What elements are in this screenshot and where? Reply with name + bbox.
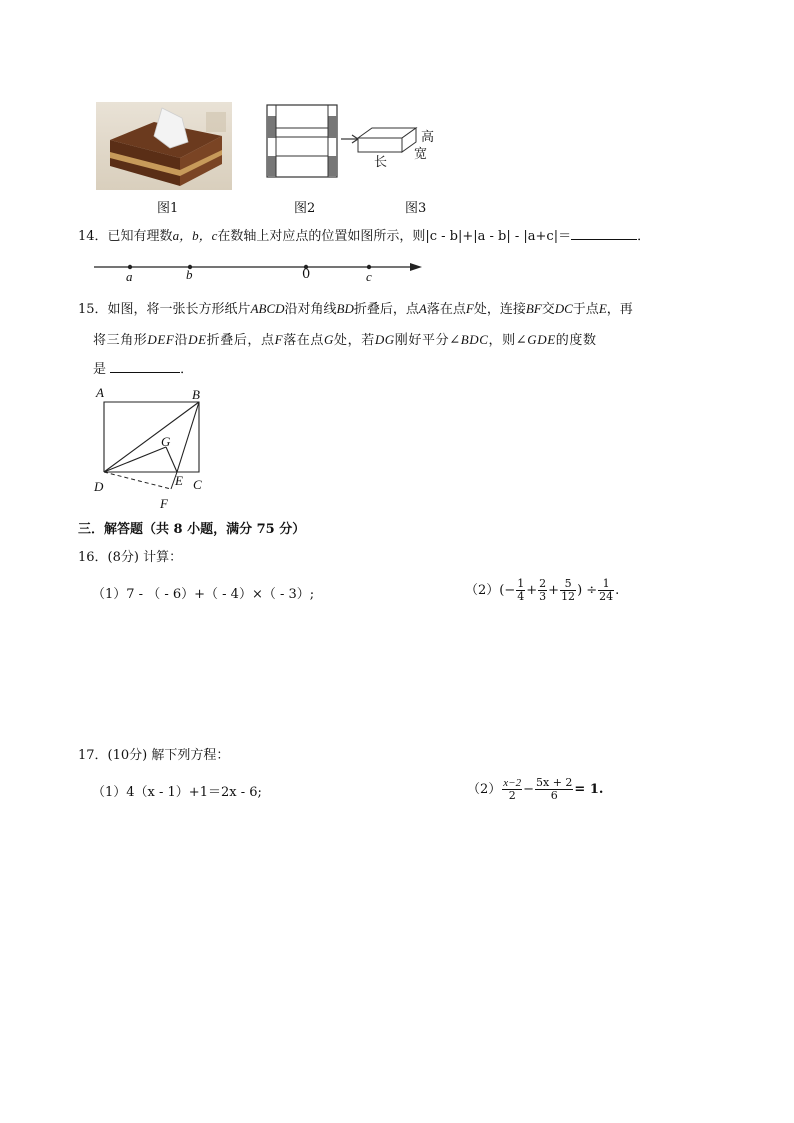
q15-text: 落在点 — [283, 333, 324, 348]
fraction-2-3 — [538, 578, 547, 603]
q16-end: . — [615, 583, 620, 598]
q14-text-pre: 已知有理数 — [107, 229, 173, 244]
question-15-line2 — [93, 329, 597, 352]
q15-text: 于点 — [572, 302, 599, 317]
box-net-diagram — [266, 104, 338, 178]
folding-rectangle-diagram — [90, 383, 220, 513]
q15-abcd: ABCD — [250, 301, 285, 316]
fraction-numerator: 1 — [517, 577, 525, 590]
fig3-caption: 图3 — [405, 201, 427, 216]
fraction-numerator: x−2 — [503, 777, 522, 789]
q14-number: 14． — [78, 229, 108, 244]
q17-part2 — [467, 775, 603, 805]
fig15-label-g: G — [161, 434, 171, 449]
q15-text: 交 — [541, 302, 555, 317]
q15-bf: BF — [525, 301, 542, 316]
q14-vars: a，b，c — [172, 228, 218, 243]
q15-point-f: F — [274, 332, 284, 347]
question-14 — [78, 225, 650, 248]
box-label-length: 长 — [374, 155, 388, 170]
axis-label-c: c — [366, 269, 372, 284]
fraction-denominator: 3 — [539, 590, 547, 603]
box-label-width: 宽 — [414, 147, 428, 162]
q14-answer-blank[interactable] — [571, 225, 637, 240]
fraction-denominator: 4 — [517, 590, 525, 603]
q15-end: ． — [180, 362, 194, 377]
axis-label-b: b — [186, 267, 193, 282]
fraction-numerator: 2 — [539, 577, 547, 590]
q15-point-a: A — [418, 301, 427, 316]
q15-gde: GDE — [527, 332, 556, 347]
q15-point-g: G — [324, 332, 334, 347]
q15-text: 折叠后，点 — [353, 302, 419, 317]
box-label-height: 高 — [421, 130, 435, 145]
q15-text: 的度数 — [555, 333, 597, 348]
fig15-label-d: D — [94, 479, 104, 494]
fraction-denominator: 2 — [508, 789, 516, 802]
fig1-caption: 图1 — [157, 201, 179, 216]
q16-part2 — [465, 576, 619, 606]
q15-text: 如图，将一张长方形纸片 — [107, 302, 251, 317]
fig15-label-f: F — [160, 496, 168, 511]
q15-text: 沿 — [174, 333, 189, 348]
q15-def: DEF — [147, 332, 175, 347]
q15-text: 刚好平分∠ — [394, 333, 461, 348]
plus-sign: + — [548, 583, 560, 598]
question-15-line1 — [78, 298, 633, 321]
q15-text: 处，若 — [334, 333, 375, 348]
fraction-1-24 — [598, 578, 614, 603]
fraction-x-minus-2-over-2 — [502, 777, 522, 802]
q17-end: = 1. — [574, 782, 604, 797]
section-3-title: 三．解答题（共 8 小题，满分 75 分） — [78, 522, 306, 537]
minus-sign: − — [523, 782, 534, 797]
q15-dg: DG — [374, 332, 395, 347]
axis-label-a: a — [126, 269, 133, 284]
question-15-line3 — [93, 358, 193, 381]
fraction-numerator: 1 — [598, 578, 614, 591]
question-17-header: 17．(10分) 解下列方程： — [78, 748, 230, 763]
q16-close-paren-divide: ) ÷ — [577, 583, 598, 598]
q16-part1: （1）7 - （ - 6）+（ - 4）×（ - 3）; — [92, 587, 315, 602]
q15-text: 将三角形 — [93, 333, 148, 348]
q15-text: 折叠后，点 — [206, 333, 275, 348]
fraction-5x-plus-2-over-6 — [535, 777, 573, 802]
q15-text: ，再 — [606, 302, 633, 317]
fraction-numerator: 5 — [560, 578, 576, 591]
q15-text: 落在点 — [426, 302, 466, 317]
fig15-label-b: B — [192, 387, 200, 402]
q15-point-e: E — [598, 301, 607, 316]
tissue-box-photo — [96, 102, 232, 190]
q15-text: 沿对角线 — [284, 302, 337, 317]
q16-open-paren: (− — [499, 583, 516, 598]
q15-text: 处，连接 — [473, 302, 526, 317]
fig15-label-c: C — [193, 477, 202, 492]
fraction-denominator: 12 — [561, 590, 576, 603]
q15-answer-blank[interactable] — [110, 358, 180, 373]
q15-de: DE — [188, 332, 207, 347]
fraction-5-12 — [560, 578, 576, 603]
fig15-label-e: E — [175, 473, 183, 488]
fraction-1-4 — [516, 578, 525, 603]
q14-text-mid: 在数轴上对应点的位置如图所示，则|c - b|+|a - b| - |a+c|＝ — [217, 229, 572, 244]
question-16-header: 16．(8分) 计算： — [78, 550, 183, 565]
fig2-caption: 图2 — [294, 201, 316, 216]
q15-number: 15． — [78, 302, 108, 317]
q15-point-f: F — [465, 301, 474, 316]
axis-label-zero: 0 — [302, 267, 311, 282]
plus-sign: + — [526, 583, 538, 598]
q17-part2-label: （2） — [467, 782, 502, 797]
q15-dc: DC — [554, 301, 573, 316]
q15-text: 是 — [93, 362, 107, 377]
q15-text: ，则∠ — [488, 333, 528, 348]
fraction-numerator: 5x + 2 — [536, 776, 573, 789]
q14-end: ． — [637, 229, 651, 244]
q15-bdc: BDC — [460, 332, 489, 347]
q16-part2-label: （2） — [465, 583, 500, 598]
fig15-label-a: A — [96, 385, 104, 400]
fraction-denominator: 24 — [599, 590, 614, 603]
number-line — [92, 258, 426, 288]
q15-bd: BD — [336, 301, 354, 316]
q17-part1: （1）4（x - 1）+1＝2x - 6; — [92, 785, 262, 800]
fraction-denominator: 6 — [550, 789, 558, 802]
